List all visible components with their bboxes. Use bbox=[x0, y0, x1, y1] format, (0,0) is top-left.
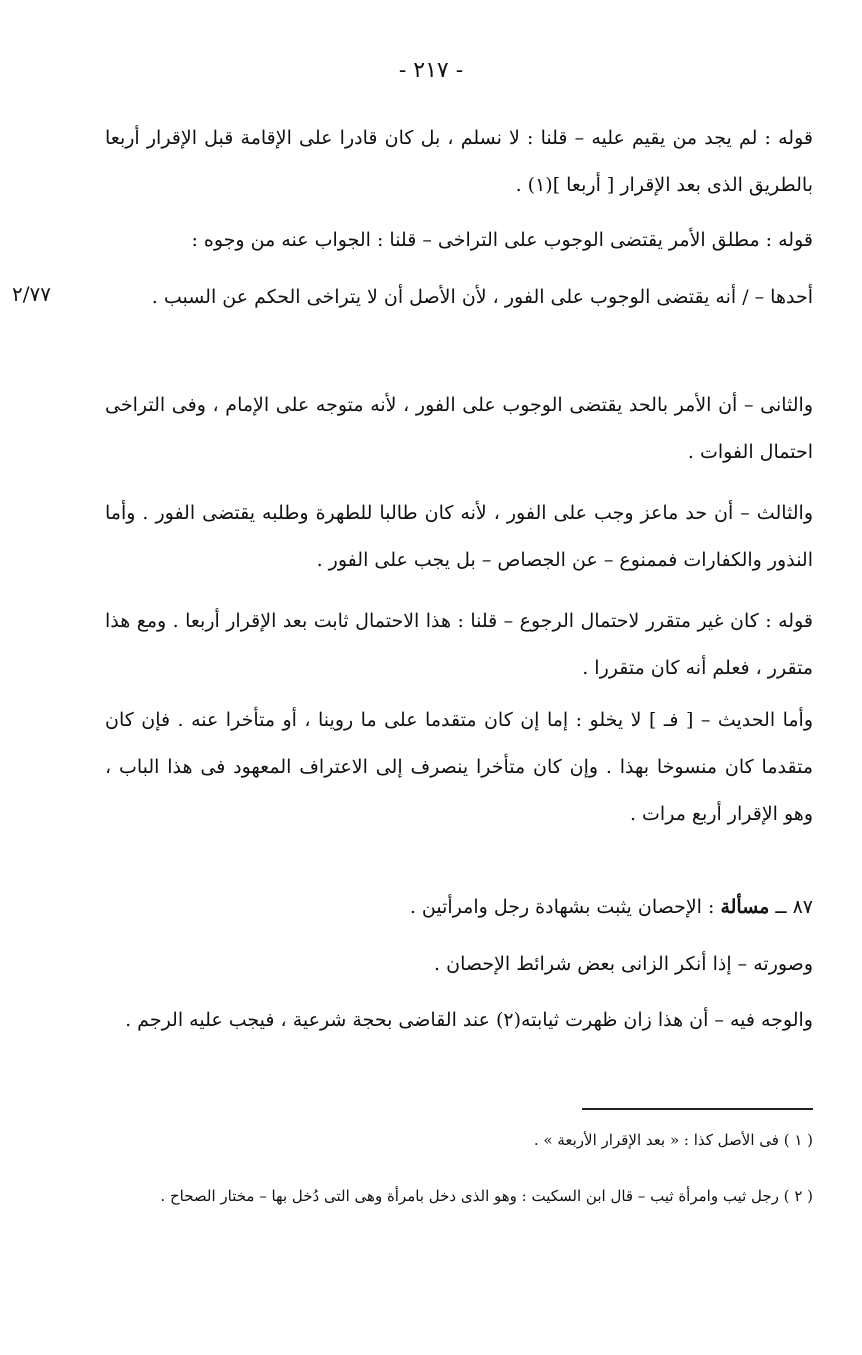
footnote-2: ( ٢ ) رجل ثيب وامرأة ثيب – قال ابن السكيت : وهو الذى دخل بامرأة وهى التى دُخل بها – مختار الصحاح . bbox=[160, 1187, 813, 1205]
masala-label: مسألة bbox=[720, 896, 770, 918]
masala-number: ٨٧ ــ bbox=[775, 896, 813, 918]
masala-paragraph-1: وصورته – إذا أنكر الزانى بعض شرائط الإحصان . bbox=[434, 953, 813, 975]
footnote-1: ( ١ ) فى الأصل كذا : « بعد الإقرار الأربعة » . bbox=[533, 1131, 813, 1149]
paragraph-3: أحدها – / أنه يقتضى الوجوب على الفور ، لأن الأصل أن لا يتراخى الحكم عن السبب . bbox=[151, 286, 813, 308]
paragraph-5: والثالث – أن حد ماعز وجب على الفور ، لأنه كان طالبا للطهرة وطلبه يقتضى الفور . وأما النذور والكفارات فممنوع – عن الجصاص – بل يجب على الفور . bbox=[105, 502, 813, 571]
footnote-divider bbox=[582, 1108, 813, 1110]
paragraph-2: قوله : مطلق الأمر يقتضى الوجوب على التراخى – قلنا : الجواب عنه من وجوه : bbox=[191, 229, 813, 251]
paragraph-6: قوله : كان غير متقرر لاحتمال الرجوع – قلنا : هذا الاحتمال ثابت بعد الإقرار أربعا . ومع هذا متقرر ، فعلم أنه كان متقررا . bbox=[105, 610, 813, 679]
paragraph-1: قوله : لم يجد من يقيم عليه – قلنا : لا نسلم ، بل كان قادرا على الإقامة قبل الإقرار أربعا بالطريق الذى بعد الإقرار [ أربعا ](١) . bbox=[105, 127, 813, 196]
paragraph-7: وأما الحديث – [ فـ ] لا يخلو : إما إن كان متقدما على ما روينا ، أو متأخرا عنه . فإن كان متقدما كان منسوخا بهذا . وإن كان متأخرا ينصرف إلى الاعتراف المعهود فى هذا الباب ، وهو الإقرار أربع مرات . bbox=[105, 709, 813, 825]
masala-heading bbox=[105, 884, 813, 931]
page-number: - ٢١٧ - bbox=[398, 58, 464, 83]
margin-reference: ٢/٧٧ bbox=[12, 282, 51, 306]
masala-paragraph-2: والوجه فيه – أن هذا زان ظهرت ثيابته(٢) عند القاضى بحجة شرعية ، فيجب عليه الرجم . bbox=[125, 1009, 813, 1031]
masala-text: : الإحصان يثبت بشهادة رجل وامرأتين . bbox=[409, 896, 715, 918]
paragraph-4: والثانى – أن الأمر بالحد يقتضى الوجوب على الفور ، لأنه متوجه على الإمام ، وفى التراخى احتمال الفوات . bbox=[105, 394, 813, 463]
